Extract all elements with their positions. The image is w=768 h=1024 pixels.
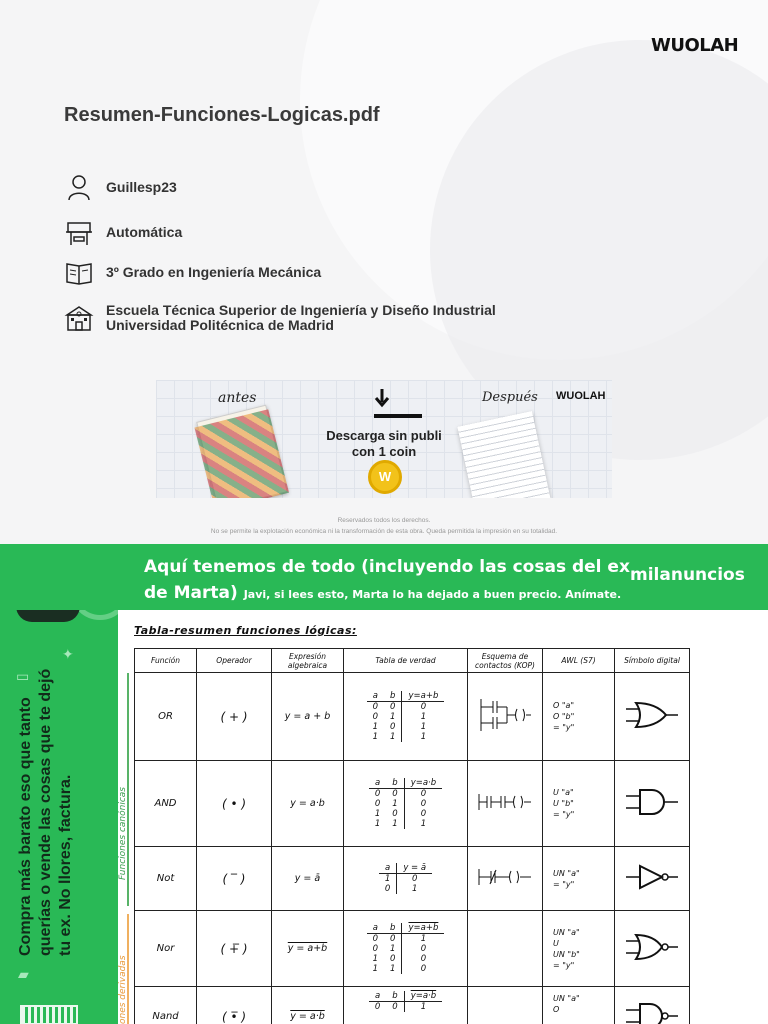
tt-cell: 0 — [404, 809, 442, 819]
tt-head: a — [367, 691, 384, 702]
tt-head: y=a·b — [404, 991, 442, 1002]
tt-cell: 1 — [372, 964, 379, 974]
contact-scheme-cell — [468, 673, 543, 761]
tt-head: a — [369, 991, 386, 1002]
book-icon — [64, 257, 94, 287]
tt-head: y=a+b — [402, 923, 444, 934]
tt-head: y = ā — [397, 863, 432, 874]
nor-gate-symbol — [624, 932, 680, 962]
truth-table — [367, 691, 445, 742]
symbol-cell — [615, 673, 690, 761]
tt-cell: 1 — [402, 934, 444, 945]
header-cell: Función — [135, 649, 197, 673]
awl-line: UN "a" — [553, 868, 580, 878]
paper-before-image — [196, 405, 288, 498]
tt-head: a — [379, 863, 397, 874]
awl-line: O "a" — [553, 701, 575, 710]
contact-scheme-cell — [468, 761, 543, 847]
tt-cell: 0 — [384, 884, 391, 894]
operator: ( • ) — [197, 761, 272, 847]
awl-cell — [543, 673, 615, 761]
operator: ( + ) — [197, 673, 272, 761]
tt-head: b — [384, 923, 402, 934]
tt-cell: 0 — [392, 789, 398, 799]
tt-cell: 1 — [404, 819, 442, 829]
awl-line: U "b" — [553, 799, 574, 808]
truth-table-cell — [344, 847, 468, 911]
desk-icon — [64, 217, 94, 247]
tt-head: a — [369, 778, 386, 789]
coin-icon: W — [368, 460, 402, 494]
awl-line: = "y" — [553, 879, 575, 889]
document-sheet — [118, 610, 768, 1024]
and-contact-diagram — [475, 790, 535, 814]
tt-cell: 0 — [402, 702, 444, 713]
and-gate-symbol — [624, 787, 680, 817]
car-icon: ▭ — [16, 668, 30, 684]
tt-head: a — [367, 923, 384, 934]
banner-title-line: Aquí tenemos de todo (incluyendo las cosas del ex — [144, 557, 630, 577]
tt-cell: 0 — [397, 874, 432, 885]
contact-scheme-cell — [468, 911, 543, 987]
tt-cell: 1 — [384, 874, 391, 884]
gamepad-icon: ✦ — [62, 646, 74, 662]
meta-user[interactable] — [64, 172, 177, 202]
truth-table — [367, 923, 445, 974]
operator: ( ‾ ) — [197, 847, 272, 911]
ad-message-line: Descarga sin publi — [326, 428, 442, 443]
awl-line: = "y" — [553, 810, 575, 819]
tt-cell: 1 — [390, 732, 396, 742]
expression: y = a·b — [272, 987, 344, 1024]
meta-school[interactable] — [64, 303, 496, 333]
truth-table — [379, 863, 432, 894]
ad-message — [314, 428, 454, 460]
tt-cell: 0 — [390, 934, 396, 944]
tt-cell: 1 — [392, 819, 398, 829]
table-row — [135, 673, 690, 761]
awl-line: O "b" — [553, 712, 575, 721]
tt-head: y=a+b — [402, 691, 444, 702]
group-label: Funciones canónicas — [118, 787, 128, 880]
truth-table — [369, 778, 442, 829]
group-label: ones derivadas — [118, 955, 128, 1024]
tt-cell: 1 — [397, 884, 432, 894]
tt-cell: 1 — [372, 954, 379, 964]
shoe-icon: ▰ — [18, 966, 29, 982]
qr-code-icon[interactable] — [20, 1005, 78, 1024]
awl-line: UN "b" — [553, 949, 580, 959]
ad-message-line: con 1 coin — [351, 444, 417, 459]
not-contact-diagram — [475, 865, 535, 889]
tt-cell: 1 — [372, 722, 379, 732]
user-name: Guillesp23 — [106, 178, 177, 195]
school-name: Escuela Técnica Superior de Ingeniería y Diseño Industrial — [106, 302, 496, 318]
tt-head: y=a·b — [404, 778, 442, 789]
truth-table-cell — [344, 911, 468, 987]
not-gate-symbol — [624, 862, 680, 892]
banner-title — [144, 554, 630, 608]
operator: ( •̅ ) — [197, 987, 272, 1024]
function-name: Not — [135, 847, 197, 911]
tt-cell: 1 — [392, 799, 398, 809]
header-cell: Esquema de contactos (KOP) — [468, 649, 543, 673]
or-gate-symbol — [624, 700, 680, 730]
tt-head: b — [386, 991, 404, 1002]
function-name: Nand — [135, 987, 197, 1024]
tt-cell: 0 — [390, 954, 396, 964]
subject-name: Automática — [106, 223, 183, 240]
user-icon — [64, 172, 94, 202]
symbol-cell — [615, 911, 690, 987]
table-header-row — [135, 649, 690, 673]
header-cell: Tabla de verdad — [344, 649, 468, 673]
sheet-title: Tabla-resumen funciones lógicas: — [134, 624, 357, 637]
tt-cell: 0 — [372, 934, 379, 944]
awl-cell — [543, 847, 615, 911]
tt-cell: 1 — [402, 712, 444, 722]
header-cell: Operador — [197, 649, 272, 673]
operator: ( +̅ ) — [197, 911, 272, 987]
tt-cell: 0 — [402, 964, 444, 974]
download-arrow-icon — [374, 388, 422, 424]
tt-cell: 0 — [372, 712, 379, 722]
truth-table-cell — [344, 987, 468, 1024]
ad-before-label: antes — [218, 390, 257, 406]
school-icon — [64, 303, 94, 333]
function-name: Nor — [135, 911, 197, 987]
table-row — [135, 847, 690, 911]
contact-scheme-cell — [468, 847, 543, 911]
document-title: Resumen-Funciones-Logicas.pdf — [64, 104, 380, 126]
degree-name: 3º Grado en Ingeniería Mecánica — [106, 263, 322, 280]
tt-cell: 0 — [372, 944, 379, 954]
awl-line: U — [553, 938, 559, 948]
tt-head: b — [386, 778, 404, 789]
tt-cell: 0 — [374, 789, 381, 799]
header-cell: Expresión algebraica — [272, 649, 344, 673]
header-cell: AWL (S7) — [543, 649, 615, 673]
meta-subject[interactable] — [64, 217, 182, 247]
awl-line: = "y" — [553, 723, 575, 732]
truth-table-cell — [344, 673, 468, 761]
tt-cell: 1 — [374, 819, 381, 829]
promo-banner[interactable] — [0, 544, 768, 610]
milanuncios-logo[interactable]: milanuncios — [630, 565, 745, 585]
wuolah-logo[interactable]: WUOLAH — [651, 35, 739, 56]
legal-notice: No se permite la explotación económica ni la transformación de esta obra. Queda permitida la impresión en su totalidad. — [210, 528, 558, 535]
truth-table — [369, 991, 442, 1012]
meta-degree[interactable] — [64, 257, 321, 287]
tt-cell: 1 — [402, 732, 444, 742]
tt-cell: 0 — [374, 1002, 381, 1012]
tt-cell: 1 — [402, 722, 444, 732]
ad-after-label: Después — [482, 390, 538, 405]
tt-cell: 0 — [374, 799, 381, 809]
expression: y = a·b — [272, 761, 344, 847]
tt-cell: 1 — [390, 944, 396, 954]
table-row — [135, 761, 690, 847]
truth-table-cell — [344, 761, 468, 847]
symbol-cell — [615, 987, 690, 1024]
legal-notice: Reservados todos los derechos. — [337, 517, 431, 524]
symbol-cell — [615, 761, 690, 847]
tt-cell: 1 — [390, 964, 396, 974]
expression: y = ā — [272, 847, 344, 911]
tt-cell: 0 — [390, 722, 396, 732]
awl-line: UN "a" — [553, 994, 580, 1003]
tt-cell: 0 — [404, 789, 442, 800]
paper-after-image — [457, 411, 550, 498]
tt-head: b — [384, 691, 402, 702]
university-name: Universidad Politécnica de Madrid — [106, 317, 334, 333]
or-contact-diagram — [475, 695, 535, 735]
ad-logo: WUOLAH — [556, 390, 606, 402]
header-cell: Símbolo digital — [615, 649, 690, 673]
tt-cell: 0 — [404, 799, 442, 809]
function-name: OR — [135, 673, 197, 761]
tt-cell: 0 — [392, 1002, 398, 1012]
table-row — [135, 911, 690, 987]
tt-cell: 1 — [374, 809, 381, 819]
awl-cell — [543, 987, 615, 1024]
ad-banner[interactable] — [156, 380, 612, 498]
tt-cell: 0 — [390, 702, 396, 712]
banner-subtitle: Javi, si lees esto, Marta lo ha dejado a buen precio. Anímate. — [243, 588, 622, 601]
tt-cell: 0 — [372, 702, 379, 712]
tt-cell: 1 — [404, 1002, 442, 1013]
awl-line: O — [553, 1005, 560, 1014]
logic-functions-table — [134, 648, 690, 1024]
awl-line: = "y" — [553, 960, 575, 970]
function-name: AND — [135, 761, 197, 847]
tt-cell: 0 — [392, 809, 398, 819]
contact-scheme-cell — [468, 987, 543, 1024]
tt-cell: 0 — [402, 944, 444, 954]
awl-line: UN "a" — [553, 927, 580, 937]
tt-cell: 1 — [390, 712, 396, 722]
tt-cell: 0 — [402, 954, 444, 964]
table-row — [135, 987, 690, 1024]
awl-line: U "a" — [553, 788, 574, 797]
nand-gate-symbol — [624, 1001, 680, 1024]
promo-side-text: Compra más barato eso que tanto querías o vende las cosas que te dejó tu ex. No llores, factura. — [17, 668, 74, 956]
expression: y = a+b — [272, 911, 344, 987]
tt-cell: 1 — [372, 732, 379, 742]
expression: y = a + b — [272, 673, 344, 761]
awl-cell — [543, 761, 615, 847]
banner-title-line: de Marta) — [144, 583, 238, 603]
awl-cell — [543, 911, 615, 987]
symbol-cell — [615, 847, 690, 911]
